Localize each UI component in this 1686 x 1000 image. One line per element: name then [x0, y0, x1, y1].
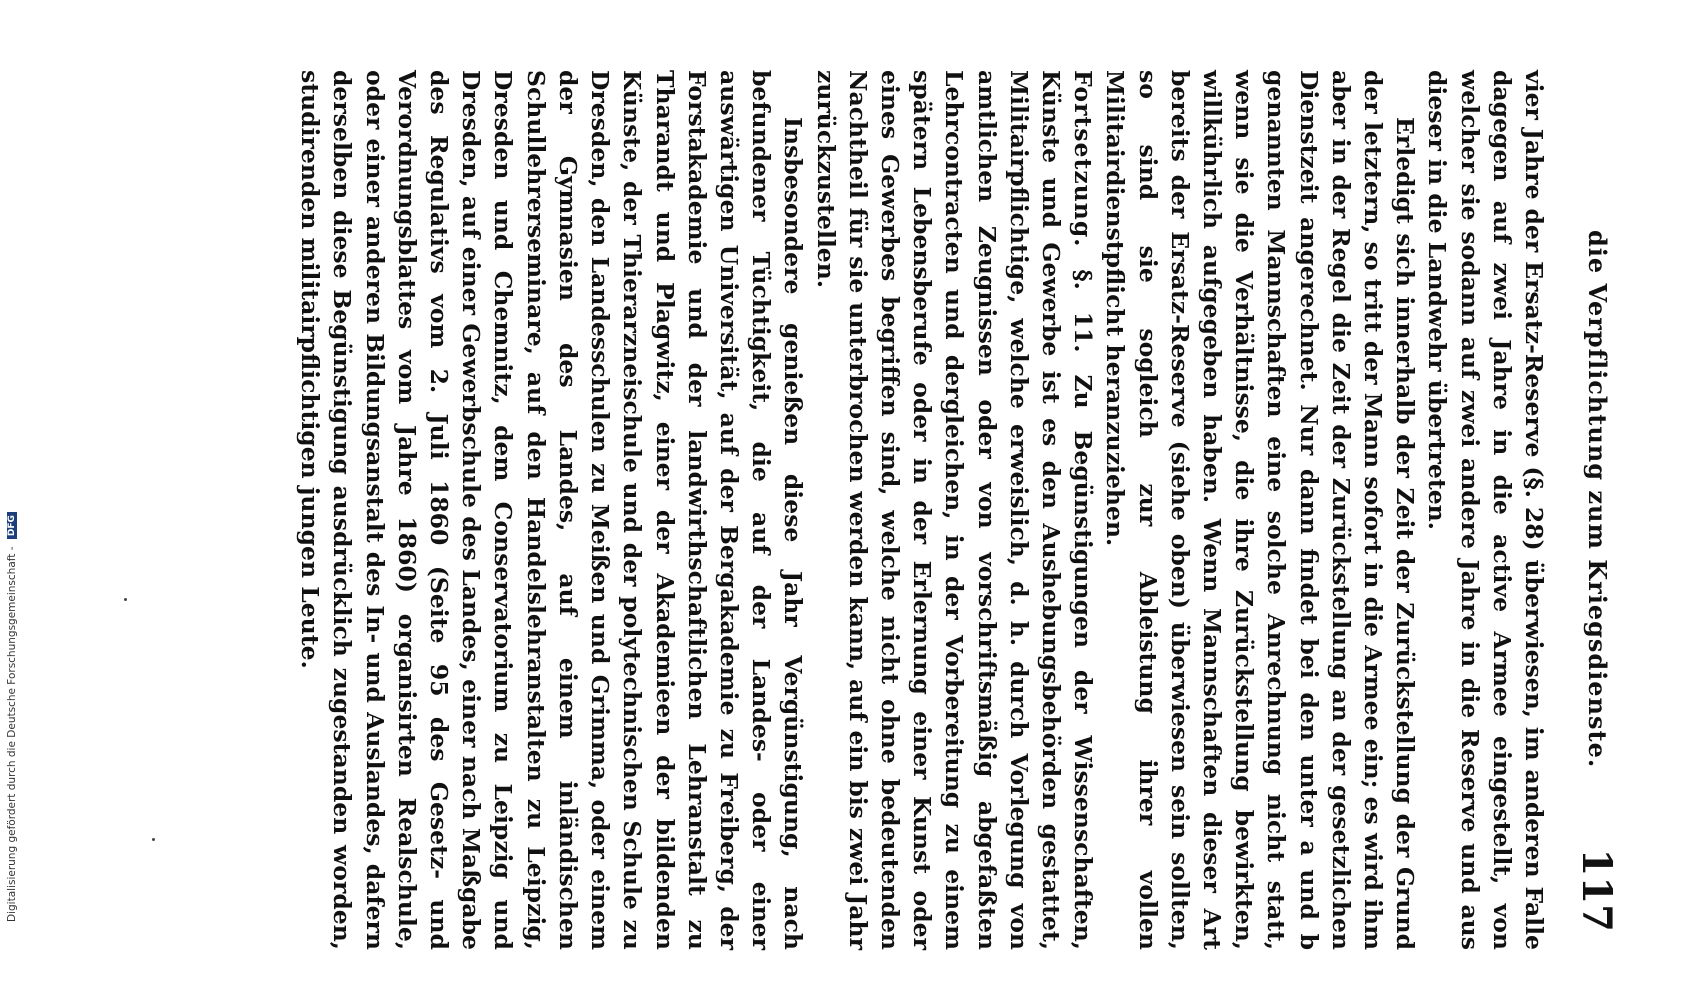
- sidebar-credit: [0, 0, 24, 1000]
- section-heading: Fortsetzung.: [1069, 70, 1098, 248]
- document-page: [160, 70, 1620, 950]
- running-head: die Verpflichtung zum Kriegsdienste.: [1583, 230, 1612, 769]
- paragraph-1: vier Jahre der Ersatz-Reserve (§. 28) überwiesen, im anderen Falle dagegen auf zwei Jahre in die active Armee eingestellt, von welcher sie sodann auf zwei andere Jahre in die Reserve und aus dieser in die Landwehr übertreten.: [1423, 70, 1548, 950]
- page-number: 117: [1573, 848, 1620, 932]
- body-text: [294, 70, 1550, 950]
- credit-text: Digitalisierung gefördert durch die Deutsche Forschungsgemeinschaft -: [6, 546, 18, 922]
- paragraph-2: Erledigt sich innerhalb der Zeit der Zurückstellung der Grund der letztern, so tritt der Mann sofort in die Armee ein; es wird ihm aber in der Regel die Zeit der Zurückstellung an der gesetzlichen Dienstzeit angerechnet. Nur dann findet bei den unter a und b genannten Mannschaften eine solche Anrechnung nicht statt, wenn sie die Verhältnisse, die ihre Zurückstellung bewirkten, willkührlich aufgegeben haben. Wenn Mannschaften dieser Art bereits der Ersatz-Reserve (siehe oben) überwiesen sein sollten, so sind sie sogleich zur Ableistung ihrer vollen Militairdienstpflicht heranzuziehen.: [1101, 70, 1420, 950]
- paragraph-4: Insbesondere genießen diese Jahr Vergünstigung, nach befundener Tüchtigkeit, die auf der Landes- oder einer auswärtigen Universität, auf der Bergakademie zu Freiberg, der Forstakademie und der landwirthschaftlichen Lehranstalt zu Tharandt und Plagwitz, einer der Akademieen der bildenden Künste, der Thierarzneischule und der polytechnischen Schule zu Dresden, den Landesschulen zu Meißen und Grimma, oder einem der Gymnasien des Landes, auf einem inländischen Schullehrerseminare, auf den Handelslehranstalten zu Leipzig, Dresden und Chemnitz, dem Conservatorium zu Leipzig und Dresden, auf einer Gewerbschule des Landes, einer nach Maßgabe des Regulativs vom 2. Juli 1860 (Seite 95 des Gesetz- und Verordnungsblattes vom Jahre 1860) organisirten Realschule, oder einer anderen Bildungsanstalt des In- und Auslandes, dafern derselben diese Begünstigung ausdrücklich zugestanden worden, studirenden militairpflichtigen jungen Leute.: [296, 70, 808, 950]
- scan-speck: [152, 838, 155, 841]
- paragraph-3-text: §. 11. Zu Begünstigungen der Wissenschaften, Künste und Gewerbe ist es den Aushebungsbehörden gestattet, Militairpflichtige, welche erweislich, d. h. durch Vorlegung von amtlichen Zeugnissen oder von vorschriftsmäßig abgefaßten Lehrcontracten und dergleichen, in der Vorbereitung zu einem spätern Lebensberufe oder in der Erlernung einer Kunst oder eines Gewerbes begriffen sind, welche nicht ohne bedeutenden Nachtheil für sie unterbrochen werden kann, auf ein bis zwei Jahr zurückzustellen.: [811, 70, 1098, 950]
- rotated-page-content: [296, 70, 1620, 950]
- page-header: [1560, 70, 1620, 950]
- dfg-logo: DFG: [7, 512, 17, 539]
- scan-speck: [124, 598, 127, 601]
- paragraph-3: [809, 70, 1099, 950]
